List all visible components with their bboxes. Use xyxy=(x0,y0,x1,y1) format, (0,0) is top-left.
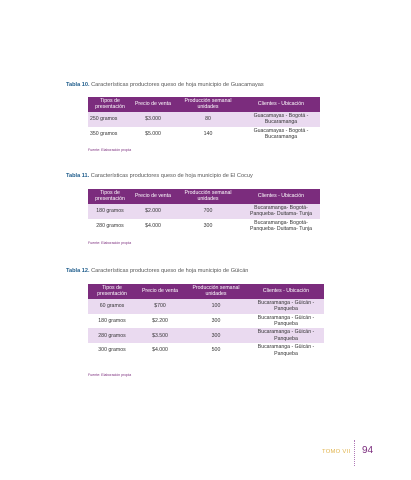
table-cell: $5.000 xyxy=(132,127,174,142)
table12-header: Tipos de presentación xyxy=(88,284,136,299)
table-cell: 100 xyxy=(184,299,248,314)
table-cell: Bucaramanga - Güicán - Panqueba xyxy=(248,314,324,329)
table-row xyxy=(88,219,320,234)
table11-source: Fuente: Elaboración propia xyxy=(88,241,132,245)
table-cell: 180 gramos xyxy=(88,314,136,329)
table12-caption xyxy=(66,268,248,274)
table-cell: Guacamayas - Bogotá - Bucaramanga xyxy=(242,112,320,127)
table-cell: 60 gramos xyxy=(88,299,136,314)
table-cell: 500 xyxy=(184,343,248,358)
table10-header-row xyxy=(88,97,320,112)
footer-divider xyxy=(354,440,355,466)
table-row xyxy=(88,328,324,343)
table-row xyxy=(88,343,324,358)
page-number: 94 xyxy=(362,445,374,456)
table11-caption-label: Tabla 11. xyxy=(66,173,90,179)
table-row xyxy=(88,314,324,329)
table10-source: Fuente: Elaboración propia xyxy=(88,148,132,152)
table12-caption-label: Tabla 12. xyxy=(66,268,90,274)
table-cell: 350 gramos xyxy=(88,127,132,142)
table10-header: Producción semanal unidades xyxy=(174,97,242,112)
table-cell: $3.000 xyxy=(132,112,174,127)
table11-header: Producción semanal unidades xyxy=(174,189,242,204)
table12-header: Precio de venta xyxy=(136,284,184,299)
table10-header: Precio de venta xyxy=(132,97,174,112)
table-cell: $4.000 xyxy=(136,343,184,358)
table-cell: 300 xyxy=(174,219,242,234)
table-row xyxy=(88,299,324,314)
table10-header: Clientes - Ubicación xyxy=(242,97,320,112)
table-cell: 280 gramos xyxy=(88,219,132,234)
table-cell: 300 xyxy=(184,314,248,329)
table10-header: Tipos de presentación xyxy=(88,97,132,112)
table11-header: Precio de venta xyxy=(132,189,174,204)
table12-header-row xyxy=(88,284,324,299)
table-row xyxy=(88,112,320,127)
table11-caption xyxy=(66,173,253,179)
table-cell: 280 gramos xyxy=(88,328,136,343)
table-cell: $4.000 xyxy=(132,219,174,234)
table-cell: $2.200 xyxy=(136,314,184,329)
table10-caption-text: Características productores queso de hoja municipio de Guacamayas xyxy=(89,82,264,88)
table10-caption xyxy=(66,82,264,88)
table11-header: Clientes - Ubicación xyxy=(242,189,320,204)
table11-header: Tipos de presentación xyxy=(88,189,132,204)
table-cell: 300 xyxy=(184,328,248,343)
table-cell: $2.000 xyxy=(132,204,174,219)
table-cell: 300 gramos xyxy=(88,343,136,358)
table-cell: 250 gramos xyxy=(88,112,132,127)
table-cell: 140 xyxy=(174,127,242,142)
table-cell: Bucaramanga - Güicán - Panqueba xyxy=(248,299,324,314)
table12-caption-text: Características productores queso de hoja municipio de Güicán xyxy=(89,268,249,274)
table-cell: Bucaramanga - Güicán - Panqueba xyxy=(248,328,324,343)
table12 xyxy=(88,284,324,358)
table11-header-row xyxy=(88,189,320,204)
table-cell: 180 gramos xyxy=(88,204,132,219)
table10 xyxy=(88,97,320,141)
table-cell: Guacamayas - Bogotá - Bucaramanga xyxy=(242,127,320,142)
table11 xyxy=(88,189,320,233)
table-cell: 80 xyxy=(174,112,242,127)
table-cell: $3.500 xyxy=(136,328,184,343)
table-cell: Bucaramanga- Bogotá- Panqueba- Duitama- Tunja xyxy=(242,204,320,219)
table10-caption-label: Tabla 10. xyxy=(66,82,90,88)
table-row xyxy=(88,204,320,219)
table-cell: $700 xyxy=(136,299,184,314)
table-cell: Bucaramanga- Bogotá- Panqueba- Duitama- Tunja xyxy=(242,219,320,234)
volume-label: TOMO VII xyxy=(322,449,351,455)
table11-caption-text: Características productores queso de hoja municipio de El Cocuy xyxy=(89,173,253,179)
table-cell: Bucaramanga - Güicán - Panqueba xyxy=(248,343,324,358)
table12-header: Clientes - Ubicación xyxy=(248,284,324,299)
table-cell: 700 xyxy=(174,204,242,219)
table-row xyxy=(88,127,320,142)
table12-source: Fuente: Elaboración propia xyxy=(88,373,132,377)
table12-header: Producción semanal unidades xyxy=(184,284,248,299)
